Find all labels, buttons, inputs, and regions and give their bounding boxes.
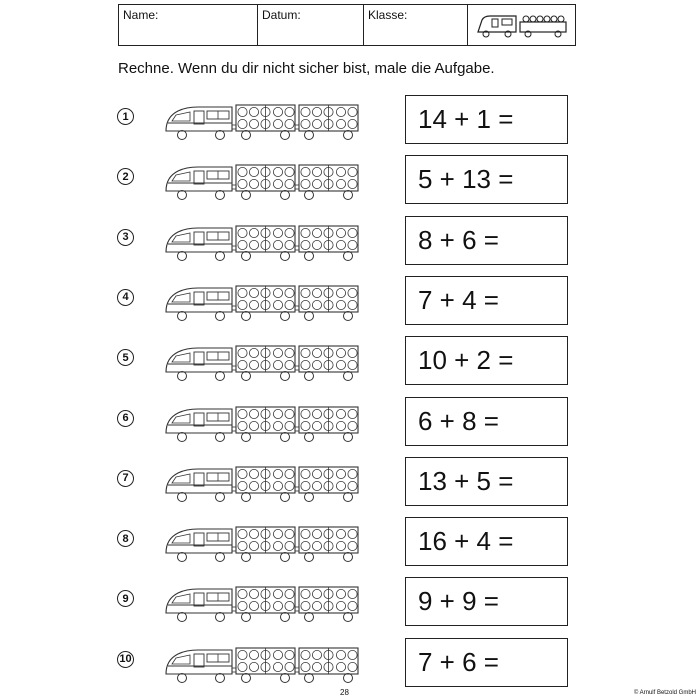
task-row <box>0 276 700 326</box>
name-field[interactable] <box>119 5 258 45</box>
task-expression-box[interactable]: 10 + 2 = <box>405 336 568 385</box>
page-number: 28 <box>340 688 349 697</box>
klasse-field[interactable] <box>364 5 468 45</box>
task-number: 8 <box>117 530 134 547</box>
datum-label: Datum: <box>262 8 301 22</box>
task-expression-box[interactable]: 7 + 4 = <box>405 276 568 325</box>
train-illustration <box>164 642 360 691</box>
train-icon <box>468 5 575 45</box>
task-expression-box[interactable]: 9 + 9 = <box>405 577 568 626</box>
copyright-text: © Arnulf Betzold GmbH <box>633 690 696 696</box>
task-row <box>0 155 700 205</box>
train-illustration <box>164 99 360 148</box>
task-row <box>0 397 700 447</box>
task-expression-box[interactable]: 13 + 5 = <box>405 457 568 506</box>
train-illustration <box>164 159 360 208</box>
task-number: 6 <box>117 410 134 427</box>
datum-field[interactable] <box>258 5 364 45</box>
train-illustration <box>164 461 360 510</box>
task-row <box>0 216 700 266</box>
train-illustration <box>164 280 360 329</box>
task-number: 5 <box>117 349 134 366</box>
instruction-text: Rechne. Wenn du dir nicht sicher bist, male die Aufgabe. <box>118 60 495 77</box>
train-illustration <box>164 401 360 450</box>
task-row <box>0 95 700 145</box>
klasse-label: Klasse: <box>368 8 408 22</box>
train-illustration <box>164 220 360 269</box>
task-number: 2 <box>117 168 134 185</box>
task-number: 10 <box>117 651 134 668</box>
task-number: 9 <box>117 590 134 607</box>
task-expression-box[interactable]: 6 + 8 = <box>405 397 568 446</box>
task-expression-box[interactable]: 7 + 6 = <box>405 638 568 687</box>
name-label: Name: <box>123 8 159 22</box>
task-number: 4 <box>117 289 134 306</box>
train-illustration <box>164 340 360 389</box>
task-row <box>0 457 700 507</box>
task-number: 7 <box>117 470 134 487</box>
task-expression-box[interactable]: 8 + 6 = <box>405 216 568 265</box>
task-row <box>0 336 700 386</box>
task-number: 1 <box>117 108 134 125</box>
header-table <box>118 4 576 46</box>
task-row <box>0 517 700 567</box>
train-illustration <box>164 581 360 630</box>
task-expression-box[interactable]: 14 + 1 = <box>405 95 568 144</box>
task-row <box>0 638 700 688</box>
task-expression-box[interactable]: 16 + 4 = <box>405 517 568 566</box>
train-illustration <box>164 521 360 570</box>
task-row <box>0 577 700 627</box>
task-expression-box[interactable]: 5 + 13 = <box>405 155 568 204</box>
task-number: 3 <box>117 229 134 246</box>
